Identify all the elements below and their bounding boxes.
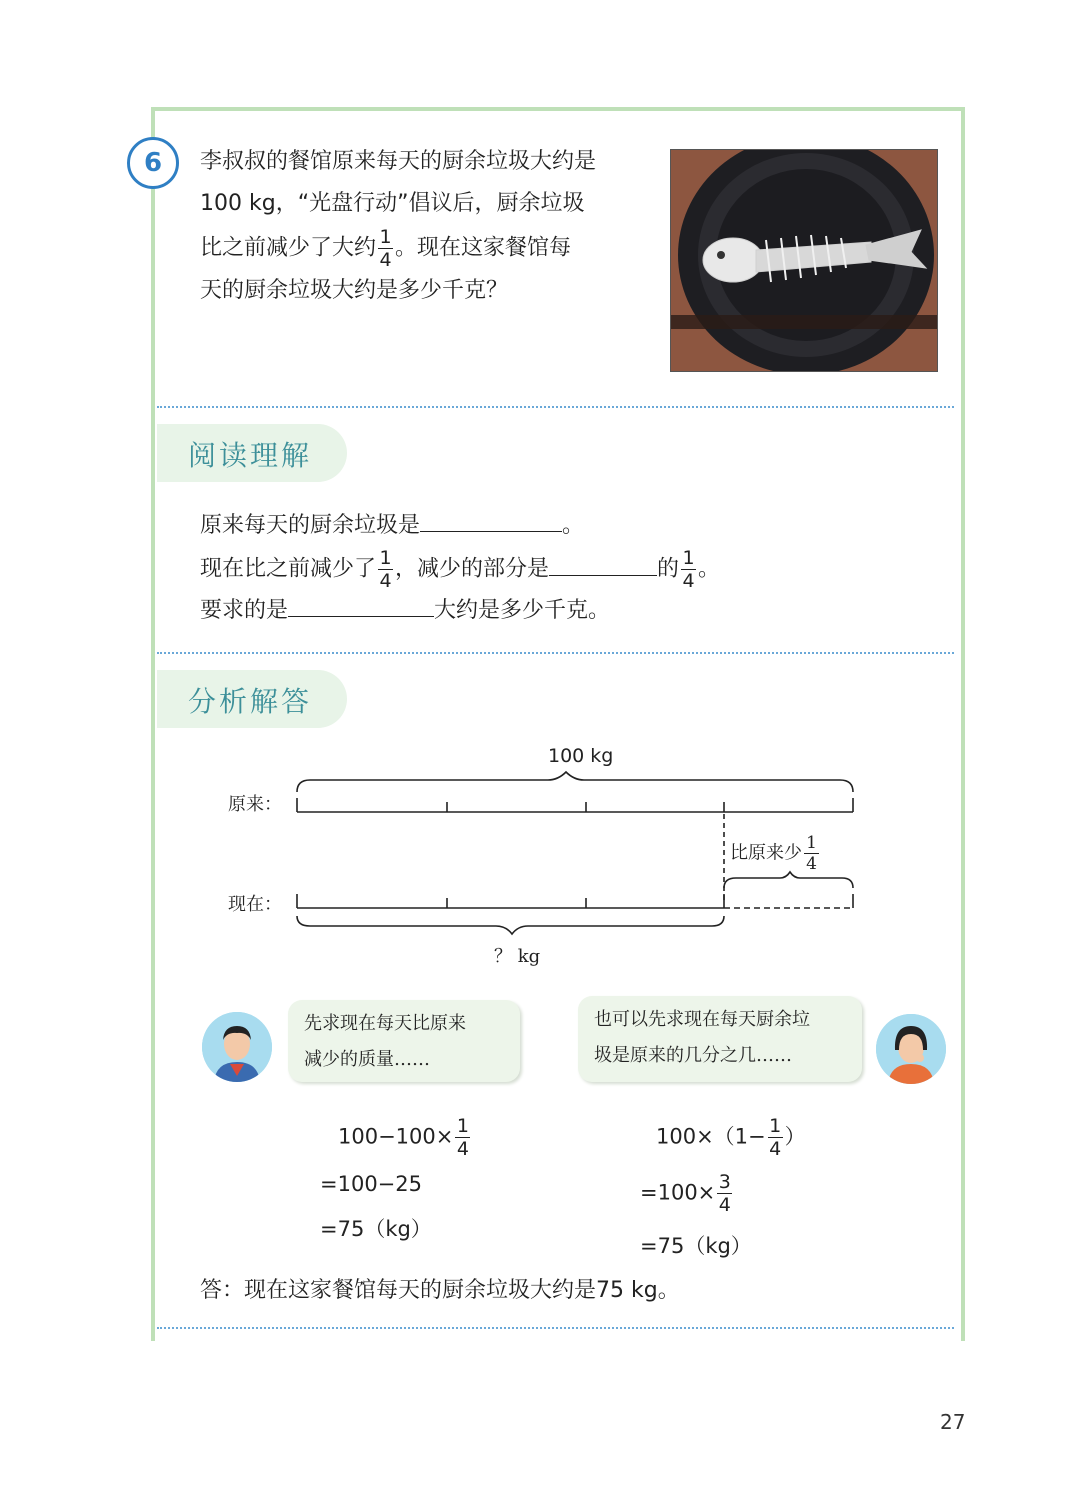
problem-line-2: 100 kg，“光盘行动”倡议后，厨余垃圾 xyxy=(200,191,585,216)
less-label-text: 比原来少 xyxy=(730,842,802,864)
unknown-label: ？ kg xyxy=(494,946,541,967)
frac-denominator: 4 xyxy=(379,249,392,271)
problem-number: 6 xyxy=(143,148,163,178)
method2-expr-b: ） xyxy=(784,1124,806,1149)
reading-line-2 xyxy=(200,548,720,591)
frac-denominator: 4 xyxy=(379,570,392,592)
method2-line-2 xyxy=(640,1172,734,1215)
reading-line-3 xyxy=(200,594,610,626)
analysis-title: 分析解答 xyxy=(188,685,313,718)
method2-expr-a: 100×（1− xyxy=(656,1124,766,1149)
frac-denominator: 4 xyxy=(718,1194,731,1216)
reading-l2-text-b: ，减少的部分是 xyxy=(395,556,550,582)
frac-numerator: 1 xyxy=(379,226,392,248)
row-original-label: 原来： xyxy=(228,794,282,815)
problem-line-1: 李叔叔的餐馆原来每天的厨余垃圾大约是 xyxy=(200,149,597,174)
divider-2 xyxy=(157,652,954,654)
total-label: 100 kg xyxy=(548,745,614,767)
fraction-quarter xyxy=(378,227,393,270)
bubble-right-line-1: 也可以先求现在每天厨余垃 xyxy=(594,1009,810,1030)
method1-line-3: =75（kg） xyxy=(320,1217,432,1241)
frac-denominator: 4 xyxy=(456,1138,469,1160)
fish-bone-plate-photo xyxy=(670,149,938,372)
blank-question-target[interactable] xyxy=(288,594,434,617)
reading-l2-text-a: 现在比之前减少了 xyxy=(200,556,377,582)
fraction-quarter xyxy=(455,1116,470,1159)
divider-1 xyxy=(157,406,954,408)
frac-numerator: 1 xyxy=(379,547,392,569)
segment-diagram xyxy=(280,770,880,940)
reading-l1-text: 原来每天的厨余垃圾是 xyxy=(200,513,421,538)
bubble-right-line-2: 圾是原来的几分之几…… xyxy=(594,1045,792,1066)
method1-line-2: =100−25 xyxy=(320,1172,422,1196)
frac-denominator: 4 xyxy=(682,570,695,592)
frac-denominator: 4 xyxy=(806,854,817,874)
problem-line-4: 天的厨余垃圾大约是多少千克？ xyxy=(200,278,509,303)
fraction-quarter xyxy=(378,548,393,591)
speech-bubble-left xyxy=(288,1000,520,1082)
frac-numerator: 1 xyxy=(682,547,695,569)
divider-3 xyxy=(157,1327,954,1329)
fraction-quarter xyxy=(768,1116,783,1159)
reading-l1-end: 。 xyxy=(562,513,585,538)
blank-original-amount[interactable] xyxy=(420,509,562,532)
reading-l2-end: 。 xyxy=(698,556,721,582)
method2-line2-expr: =100× xyxy=(640,1180,716,1205)
bubble-left-line-2: 减少的质量…… xyxy=(304,1049,430,1070)
problem-number-badge xyxy=(127,137,179,189)
answer-text: 答：现在这家餐馆每天的厨余垃圾大约是75 kg。 xyxy=(200,1278,680,1303)
page-number: 27 xyxy=(940,1410,966,1434)
frac-numerator: 1 xyxy=(806,833,817,853)
fraction-three-quarters xyxy=(717,1172,732,1215)
reading-l3-text-b: 大约是多少千克。 xyxy=(434,598,611,623)
row-now-label: 现在： xyxy=(228,894,282,915)
reading-l2-text-c: 的 xyxy=(657,556,680,582)
method1-expr: 100−100× xyxy=(338,1124,454,1149)
problem-line-3-a: 比之前减少了大约 xyxy=(200,235,377,261)
method1-line-1 xyxy=(338,1116,472,1159)
method2-line-3: =75（kg） xyxy=(640,1234,752,1258)
reading-title: 阅读理解 xyxy=(188,439,313,472)
reading-line-1 xyxy=(200,509,584,541)
frac-numerator: 1 xyxy=(769,1115,782,1137)
fraction-quarter xyxy=(681,548,696,591)
frac-numerator: 3 xyxy=(718,1171,731,1193)
frac-denominator: 4 xyxy=(769,1138,782,1160)
blank-reduced-base[interactable] xyxy=(549,553,657,576)
problem-line-3 xyxy=(200,227,571,270)
bubble-left-line-1: 先求现在每天比原来 xyxy=(304,1013,466,1034)
reading-l3-text-a: 要求的是 xyxy=(200,598,289,623)
boy-avatar xyxy=(202,1012,272,1082)
girl-avatar xyxy=(876,1014,946,1084)
method2-line-1 xyxy=(656,1116,806,1159)
problem-line-3-b: 。现在这家餐馆每 xyxy=(395,235,572,261)
speech-bubble-right xyxy=(578,996,862,1082)
frac-numerator: 1 xyxy=(456,1115,469,1137)
